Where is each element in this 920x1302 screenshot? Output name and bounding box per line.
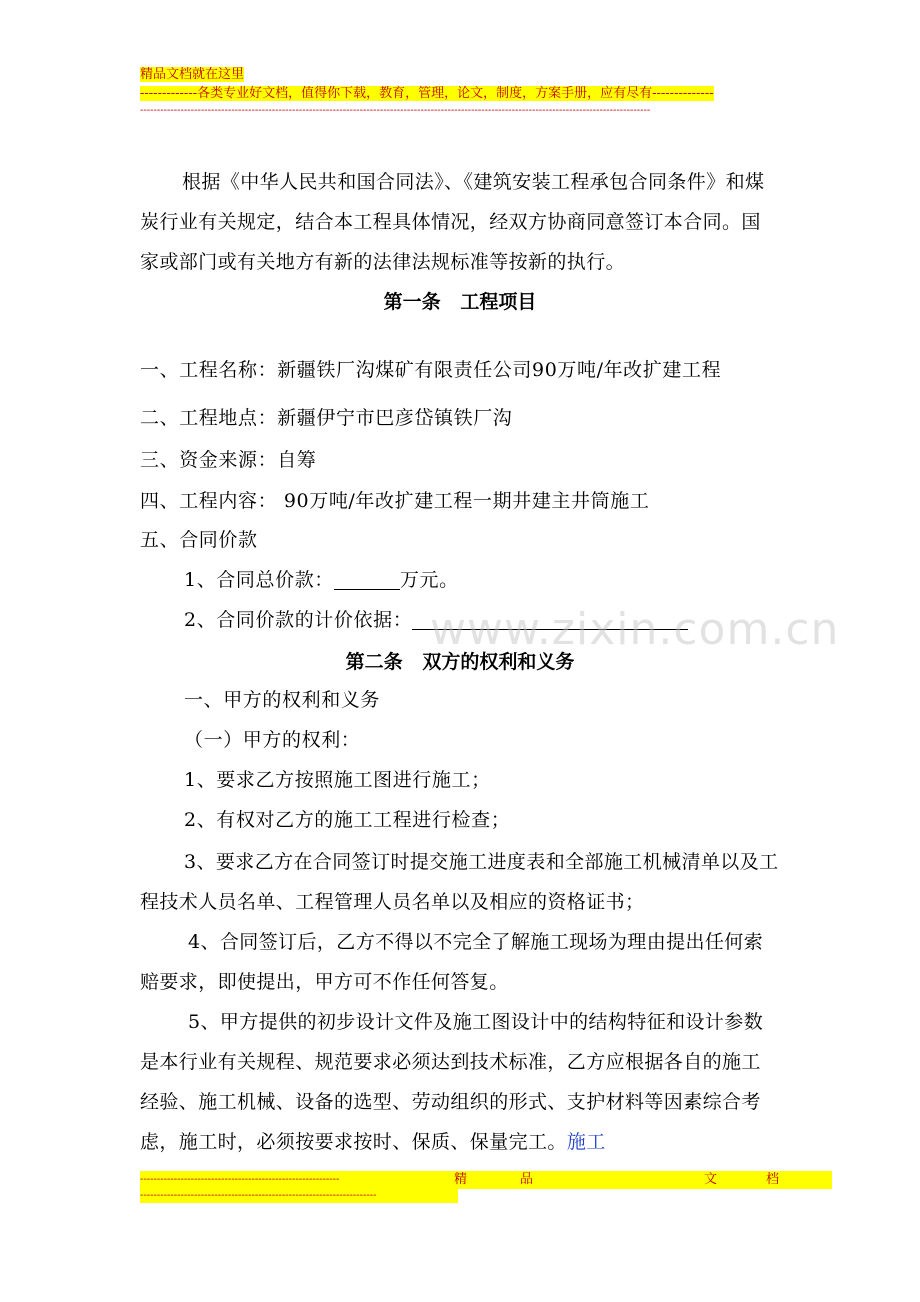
rights-item-3: 3、要求乙方在合同签订时提交施工进度表和全部施工机械清单以及工程技术人员名单、工程管理人员名单以及相应的资格证书； xyxy=(140,851,779,913)
rights-item-5-text: 5、甲方提供的初步设计文件及施工图设计中的结构特征和设计参数是本行业有关规程、规范要求必须达到技术标准，乙方应根据各自的施工经验、施工机械、设备的选型、劳动组织的形式、支护材料等因素综合考虑，施工时，必须按要求按时、保质、保量完工。 xyxy=(140,1011,764,1153)
article1-title: 第一条 工程项目 xyxy=(383,291,537,313)
article2-title: 第二条 双方的权利和义务 xyxy=(345,651,575,673)
price-total-line xyxy=(140,560,824,600)
footer-char-2: 品 xyxy=(520,1172,534,1187)
article1-item-price: 五、合同价款 xyxy=(140,529,258,551)
header-tagline: -------------各类专业好文档，值得你下载，教育，管理，论文，制度，方案手册，应有尽有-------------- xyxy=(140,86,714,101)
footer-char-4: 档 xyxy=(766,1172,780,1187)
article2-sub-party-a-rights: （一）甲方的权利： xyxy=(184,729,361,751)
rights-item-2: 2、有权对乙方的施工工程进行检查； xyxy=(184,809,511,831)
footer-char-1: 精 xyxy=(454,1172,468,1187)
rights-item-1: 1、要求乙方按照施工图进行施工； xyxy=(184,769,491,791)
footer-dash-line: ---------------------------------------------------------------------- xyxy=(140,1189,458,1203)
article2-sub-party-a: 一、甲方的权利和义务 xyxy=(184,689,381,711)
price-total-label: 1、合同总价款： xyxy=(184,569,334,591)
intro-paragraph: 根据《中华人民共和国合同法》、《建筑安装工程承包合同条件》和煤炭行业有关规定，结合本工程具体情况，经双方协商同意签订本合同。国家或部门或有关地方有新的法律法规标准等按新的执行。 xyxy=(140,171,765,273)
rights-item-5-tail: 施工 xyxy=(566,1131,606,1153)
rights-item-5 xyxy=(140,1002,780,1162)
footer-char-3: 文 xyxy=(704,1172,718,1187)
price-basis-blank[interactable] xyxy=(412,607,688,630)
price-basis-label: 2、合同价款的计价依据： xyxy=(184,609,413,631)
article1-item-name: 一、工程名称：新疆铁厂沟煤矿有限责任公司90万吨/年改扩建工程 xyxy=(140,359,722,381)
watermark: www.zixin.com.cn xyxy=(430,604,840,655)
rights-item-4: 4、合同签订后，乙方不得以不完全了解施工现场为理由提出任何索赔要求，即使提出，甲方可不作任何答复。 xyxy=(140,931,764,993)
price-total-blank[interactable] xyxy=(334,567,400,590)
price-basis-line xyxy=(140,600,824,640)
article1-item-location: 二、工程地点：新疆伊宁市巴彦岱镇铁厂沟 xyxy=(140,407,513,429)
article1-item-funding: 三、资金来源：自筹 xyxy=(140,449,317,471)
header-dash-line: ------------------------------------------------------------------------------------------------------------------------------------------------------- xyxy=(140,105,651,116)
price-total-unit: 万元。 xyxy=(399,569,459,591)
footer-banner xyxy=(140,1171,832,1189)
article1-item-content: 四、工程内容： 90万吨/年改扩建工程一期井建主井筒施工 xyxy=(140,490,650,512)
header-title: 精品文档就在这里 xyxy=(140,67,245,82)
footer-dashes: ----------------------------------------------------------- xyxy=(140,1174,340,1185)
